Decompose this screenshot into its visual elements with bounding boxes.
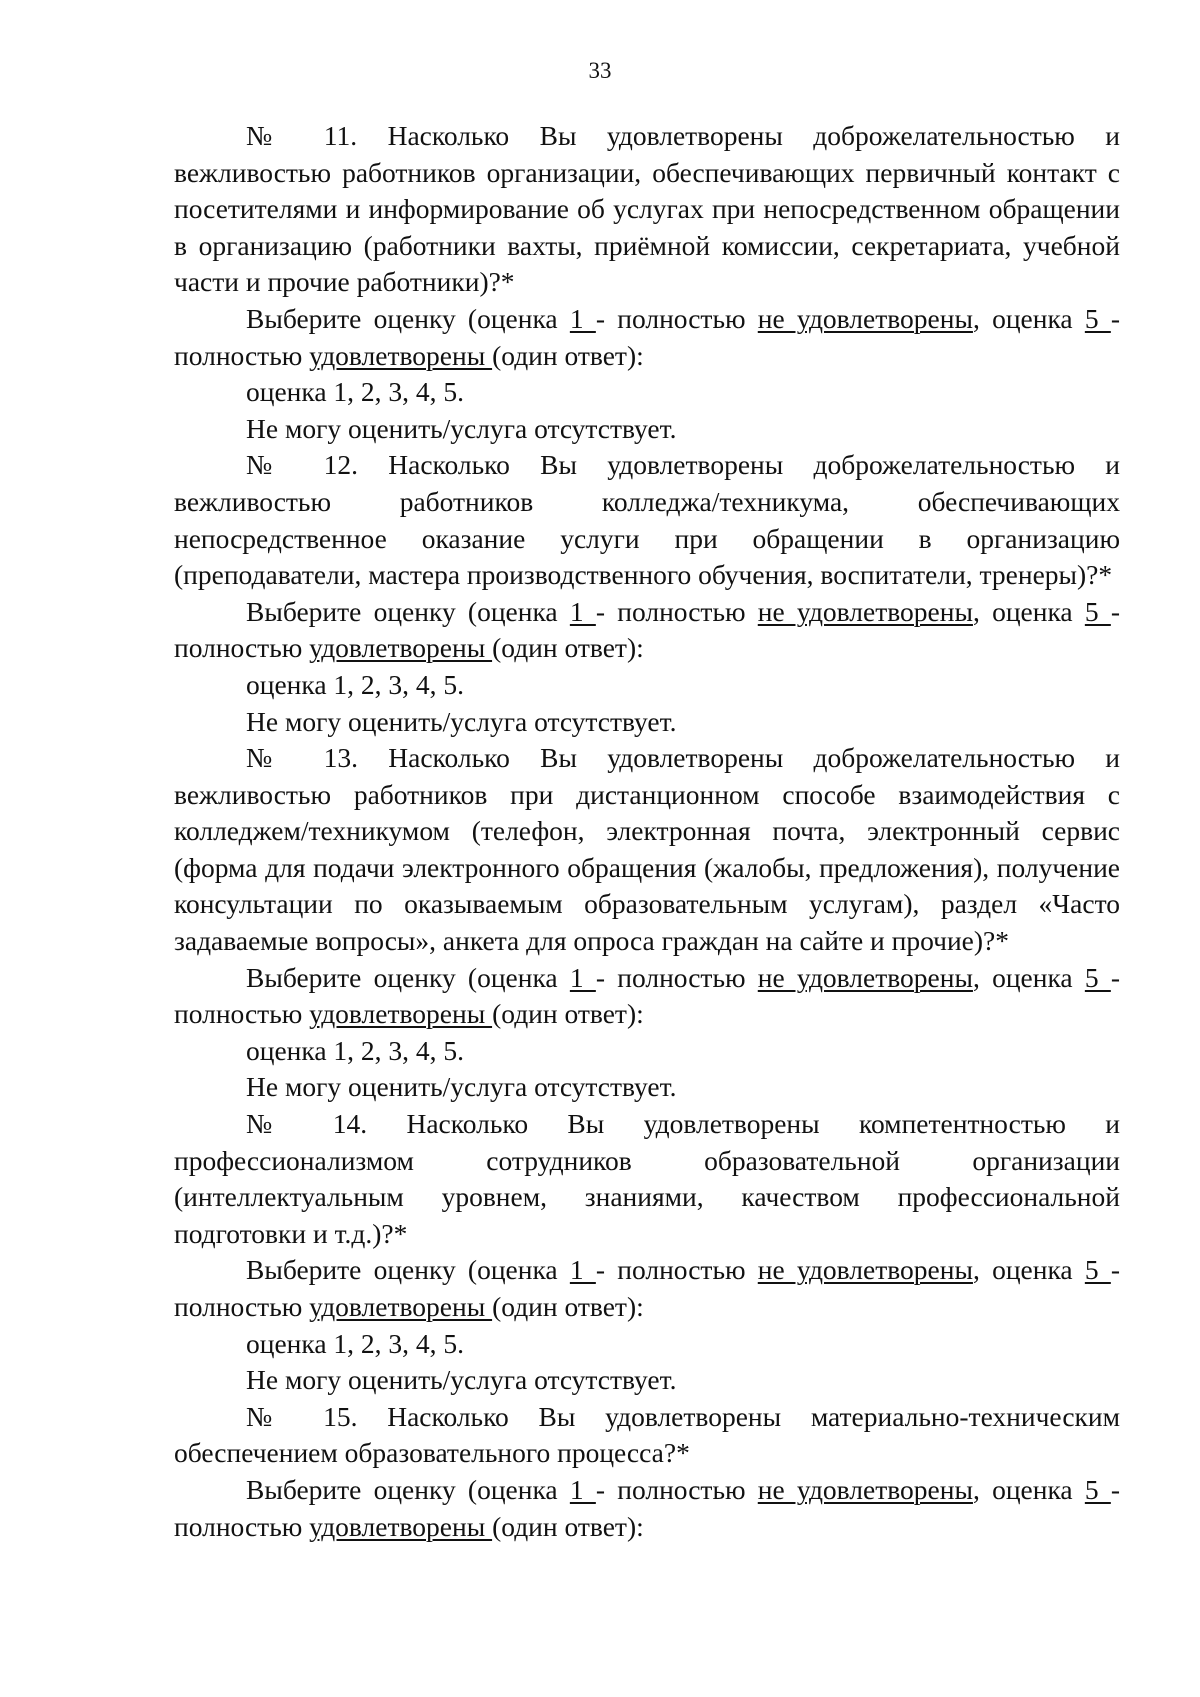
question-12 <box>174 447 1120 593</box>
not-satisfied-label: не удовлетворены <box>757 1254 973 1286</box>
choose-score-instruction: Выберите оценку (оценка 1 - полностью не удовлетворены, оценка 5 - полностью удовлетворены (один ответ): <box>174 595 1120 664</box>
question-number: 13. <box>323 742 358 774</box>
satisfied-label: удовлетворены <box>309 1291 493 1322</box>
not-applicable-line: Не могу оценить/услуга отсутствует. <box>246 1071 677 1103</box>
question-text: Насколько Вы удовлетворены доброжелательностью и вежливостью работников при дистанционном способе взаимодействия с колледжем/техникумом (телефон, электронная почта, электронный сервис (форма для подачи электронного обращения (жалобы, предложения), получение консультации по оказываемым образовательным услугам), раздел «Часто задаваемые вопросы», анкета для опроса граждан на сайте и прочие)?* <box>174 742 1120 957</box>
scores-line: оценка 1, 2, 3, 4, 5. <box>246 668 465 700</box>
question-text: Насколько Вы удовлетворены материально-техническим обеспечением образовательного процесса?* <box>174 1400 1121 1469</box>
satisfied-label: удовлетворены <box>309 1510 493 1542</box>
score-low: 1 <box>569 961 596 993</box>
question-11 <box>174 118 1120 301</box>
number-sign: № <box>246 1108 305 1140</box>
score-low: 1 <box>569 302 596 334</box>
not-satisfied-label: не удовлетворены <box>757 1473 973 1505</box>
score-high: 5 <box>1084 1254 1111 1286</box>
scores-line: оценка 1, 2, 3, 4, 5. <box>246 376 465 408</box>
score-low: 1 <box>569 1473 596 1505</box>
choose-score-instruction: Выберите оценку (оценка 1 - полностью не удовлетворены, оценка 5 - полностью удовлетворены (один ответ): <box>174 961 1120 1030</box>
choose-score-instruction: Выберите оценку (оценка 1 - полностью не удовлетворены, оценка 5 - полностью удовлетворены (один ответ): <box>174 302 1120 371</box>
question-number: 12. <box>323 449 358 481</box>
number-sign: № <box>246 449 296 481</box>
satisfied-label: удовлетворены <box>309 339 493 371</box>
question-15 <box>174 1399 1120 1472</box>
score-high: 5 <box>1084 961 1111 993</box>
choose-score-instruction: Выберите оценку (оценка 1 - полностью не удовлетворены, оценка 5 - полностью удовлетворены (один ответ): <box>174 1473 1120 1542</box>
number-sign: № <box>246 742 296 774</box>
page-number: 33 <box>588 58 612 83</box>
question-number: 14. <box>332 1108 368 1140</box>
score-high: 5 <box>1084 595 1111 627</box>
not-applicable-line: Не могу оценить/услуга отсутствует. <box>246 1364 677 1396</box>
not-satisfied-label: не удовлетворены <box>757 961 973 993</box>
not-satisfied-label: не удовлетворены <box>757 302 973 334</box>
not-applicable-line: Не могу оценить/услуга отсутствует. <box>246 705 677 737</box>
satisfied-label: удовлетворены <box>309 998 493 1030</box>
question-text: Насколько Вы удовлетворены доброжелательностью и вежливостью работников организации, обеспечивающих первичный контакт с посетителями и информирование об услугах при непосредственном обращении в организацию (работники вахты, приёмной комиссии, секретариата, учебной части и прочие работники)?* <box>174 120 1120 298</box>
choose-score-instruction: Выберите оценку (оценка 1 - полностью не удовлетворены, оценка 5 - полностью удовлетворены (один ответ): <box>174 1254 1120 1322</box>
not-satisfied-label: не удовлетворены <box>757 595 973 627</box>
score-high: 5 <box>1084 1473 1111 1505</box>
scores-line: оценка 1, 2, 3, 4, 5. <box>246 1327 465 1359</box>
score-high: 5 <box>1084 302 1111 334</box>
score-low: 1 <box>569 1254 596 1286</box>
number-sign: № <box>246 1400 296 1432</box>
question-13 <box>174 740 1120 960</box>
question-14 <box>174 1106 1120 1252</box>
scores-line: оценка 1, 2, 3, 4, 5. <box>246 1034 465 1066</box>
not-applicable-line: Не могу оценить/услуга отсутствует. <box>246 412 677 444</box>
satisfied-label: удовлетворены <box>309 632 493 664</box>
question-text: Насколько Вы удовлетворены компетентностью и профессионализмом сотрудников образовательной организации (интеллектуальным уровнем, знаниями, качеством профессиональной подготовки и т.д.)?* <box>174 1108 1120 1249</box>
number-sign: № <box>246 120 296 151</box>
question-text: Насколько Вы удовлетворены доброжелательностью и вежливостью работников колледжа/техникума, обеспечивающих непосредственное оказание услуги при обращении в организацию (преподаватели, мастера производственного обучения, воспитатели, тренеры)?* <box>174 449 1120 591</box>
score-low: 1 <box>569 595 596 627</box>
question-number: 15. <box>323 1400 358 1432</box>
document-body <box>174 118 1120 1545</box>
question-number: 11. <box>323 120 358 151</box>
